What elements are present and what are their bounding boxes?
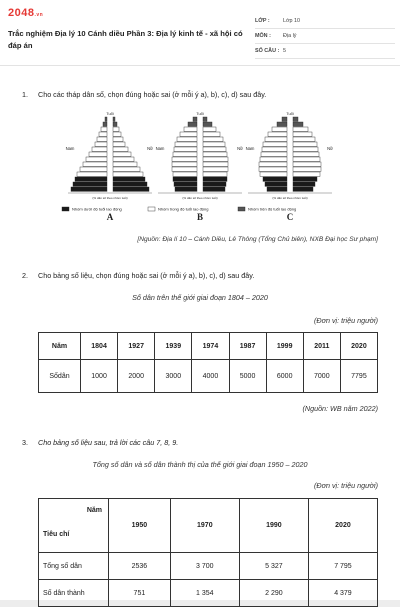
pyramid-bar-female — [203, 182, 226, 186]
urban-population-table — [38, 498, 378, 607]
age-axis-label: Tuổi — [196, 112, 204, 116]
pyramid-bar-male — [73, 182, 107, 186]
pyramid-bar-female — [203, 127, 216, 131]
pyramid-bar-female — [293, 172, 320, 176]
pyramid-bar-male — [173, 152, 197, 156]
pyramid-bar-male — [265, 137, 287, 141]
meta-key: MÔN : — [255, 33, 271, 39]
pyramid-bar-male — [173, 177, 197, 181]
site-logo[interactable] — [8, 7, 43, 19]
pyramid-bar-male — [272, 127, 287, 131]
pyramid-label: C — [286, 212, 294, 222]
pyramid-bar-male — [263, 142, 287, 146]
question-text: Cho bảng số liệu sau, trả lời các câu 7, 8, 9. — [38, 438, 179, 447]
table-corner-cell — [39, 499, 109, 553]
question-text: Cho bảng số liệu, chọn đúng hoặc sai (ở mỗi ý a), b), c), d) sau đây. — [38, 271, 255, 280]
male-label: Nam — [245, 146, 255, 151]
axis-note: (% dân số theo nhóm tuổi) — [92, 196, 128, 200]
table-header-cell: 1939 — [155, 333, 192, 360]
table-cell: 1 354 — [170, 580, 239, 607]
pyramid-bar-female — [113, 172, 143, 176]
table-header-cell: 1804 — [81, 333, 118, 360]
pyramid-bar-male — [172, 157, 197, 161]
pyramid-bar-female — [293, 122, 303, 126]
pyramid-bar-female — [203, 157, 228, 161]
pyramid-bar-female — [113, 142, 125, 146]
female-label: Nữ — [327, 146, 333, 151]
table-row — [39, 333, 378, 360]
meta-key: SỐ CÂU : — [255, 48, 280, 54]
axis-note: (% dân số theo nhóm tuổi) — [272, 196, 308, 200]
corner-top-label: Năm — [86, 507, 102, 514]
female-label: Nữ — [147, 146, 153, 151]
table-cell: 2 290 — [239, 580, 308, 607]
question-number: 3. — [22, 438, 28, 447]
pyramid-bar-female — [293, 117, 298, 121]
table-row-header: Số dân thành — [39, 580, 109, 607]
pyramid-bar-female — [293, 157, 320, 161]
pyramid-bar-male — [71, 187, 107, 191]
male-label: Nam — [65, 146, 75, 151]
meta-value: Lớp 10 — [283, 18, 301, 24]
table-cell: 4000 — [192, 360, 229, 393]
population-table — [38, 332, 378, 393]
pyramid-bar-male — [260, 157, 287, 161]
pyramid-bar-male — [260, 172, 287, 176]
legend-swatch — [62, 207, 69, 211]
table-cell: 5 327 — [239, 553, 308, 580]
table-source: (Nguồn: WB năm 2022) — [302, 404, 378, 413]
pyramid-bar-female — [113, 137, 123, 141]
legend-swatch — [238, 207, 245, 211]
female-label: Nữ — [237, 146, 243, 151]
pyramid-bar-female — [203, 187, 225, 191]
table-cell: 7 795 — [308, 553, 377, 580]
table-cell: 2000 — [118, 360, 155, 393]
pyramid-bar-male — [175, 142, 197, 146]
pyramid-bar-female — [113, 152, 131, 156]
pyramid-bar-female — [113, 187, 149, 191]
table-cell: 1000 — [81, 360, 118, 393]
pyramid-label: A — [106, 212, 114, 222]
pyramid-bar-female — [113, 157, 134, 161]
age-axis-label: Tuổi — [106, 112, 114, 116]
meta-row-subject — [255, 29, 395, 44]
meta-row-count — [255, 44, 395, 59]
table-cell: 6000 — [266, 360, 303, 393]
logo-suffix: .vn — [34, 12, 44, 18]
table-row — [39, 360, 378, 393]
table-cell: 3000 — [155, 360, 192, 393]
pyramid-bar-male — [263, 177, 287, 181]
pyramid-bar-male — [259, 162, 287, 166]
table-unit: (Đơn vị: triệu người) — [314, 316, 378, 325]
pyramid-bar-male — [77, 172, 107, 176]
table-header-cell: 2020 — [308, 499, 377, 553]
male-label: Nam — [155, 146, 165, 151]
pyramid-bar-male — [277, 122, 287, 126]
pyramid-bar-female — [293, 187, 313, 191]
table-header-cell: 2011 — [303, 333, 340, 360]
pyramid-bar-female — [113, 162, 137, 166]
pyramid-bar-male — [89, 152, 107, 156]
pyramid-bar-female — [203, 167, 228, 171]
pyramid-bar-male — [175, 187, 197, 191]
figure-source: [Nguồn: Địa lí 10 – Cánh Diều, Lê Thông (Tổng Chủ biên), NXB Đại học Sư phạm] — [137, 236, 378, 243]
pyramid-bar-female — [203, 177, 227, 181]
pyramid-bar-male — [174, 182, 197, 186]
pyramid-bar-female — [203, 122, 212, 126]
pyramid-bar-male — [172, 162, 197, 166]
table-cell: 2536 — [109, 553, 171, 580]
pyramid-bar-female — [113, 147, 128, 151]
age-axis-label: Tuổi — [286, 112, 294, 116]
table-cell: 7000 — [303, 360, 340, 393]
question-text: Cho các tháp dân số, chọn đúng hoặc sai (ở mỗi ý a), b), c), d) sau đây. — [38, 90, 267, 99]
pyramid-bar-male — [261, 152, 287, 156]
pyramid-bar-female — [113, 127, 119, 131]
pyramid-bar-female — [203, 162, 228, 166]
table-header-cell: 1950 — [109, 499, 171, 553]
pyramid-bar-male — [177, 137, 197, 141]
pyramid-bar-male — [99, 132, 107, 136]
pyramid-bar-female — [293, 127, 308, 131]
pyramid-bar-male — [101, 127, 107, 131]
pyramid-bar-male — [97, 137, 107, 141]
pyramid-bar-male — [105, 117, 107, 121]
document-title: Trắc nghiệm Địa lý 10 Cánh diều Phần 3: Địa lý kinh tế - xã hội có đáp án — [8, 29, 243, 50]
pyramid-bar-male — [180, 132, 197, 136]
table-row — [39, 580, 378, 607]
document-meta — [255, 14, 395, 59]
legend-swatch — [148, 207, 155, 211]
pyramid-bar-female — [293, 162, 321, 166]
pyramid-bar-female — [113, 132, 121, 136]
legend-label: Nhóm dưới độ tuổi lao động — [72, 206, 122, 212]
pyramid-bar-male — [80, 167, 107, 171]
pyramid-bar-female — [293, 137, 315, 141]
table-title: Tổng số dân và số dân thành thị của thế giới giai đoạn 1950 – 2020 — [92, 460, 308, 469]
pyramid-bar-female — [203, 152, 227, 156]
question-number: 2. — [22, 271, 28, 280]
table-header-cell: 1970 — [170, 499, 239, 553]
table-header-cell: 1990 — [239, 499, 308, 553]
pyramid-bar-male — [95, 142, 107, 146]
meta-key: LỚP : — [255, 18, 270, 24]
pyramid-bar-male — [262, 147, 287, 151]
pyramid-bar-male — [172, 167, 197, 171]
pyramid-bar-female — [113, 122, 117, 126]
table-header-cell: 1999 — [266, 333, 303, 360]
pyramid-bar-female — [203, 132, 220, 136]
table-header-cell: 1974 — [192, 333, 229, 360]
pyramid-bar-male — [103, 122, 107, 126]
pyramid-bar-male — [268, 132, 287, 136]
pyramid-bar-female — [293, 167, 321, 171]
pyramid-bar-female — [293, 177, 317, 181]
pyramid-bar-female — [293, 132, 312, 136]
table-cell: 7795 — [340, 360, 377, 393]
pyramid-bar-male — [259, 167, 287, 171]
table-row — [39, 499, 378, 553]
legend-label: Nhóm trong độ tuổi lao động — [158, 206, 209, 212]
pyramid-bar-female — [203, 172, 227, 176]
table-cell: 3 700 — [170, 553, 239, 580]
table-row-header: Tổng số dân — [39, 553, 109, 580]
pyramid-bar-male — [92, 147, 107, 151]
pyramid-bar-male — [188, 122, 197, 126]
pyramid-bar-male — [174, 147, 197, 151]
pyramid-bar-female — [113, 167, 140, 171]
pyramid-bar-female — [203, 142, 225, 146]
pyramid-bar-male — [282, 117, 287, 121]
pyramid-bar-male — [75, 177, 107, 181]
table-row-header: Năm — [39, 333, 81, 360]
pyramid-bar-female — [113, 117, 115, 121]
pyramid-bar-female — [203, 137, 223, 141]
table-title: Số dân trên thế giới giai đoạn 1804 – 2020 — [132, 293, 268, 302]
pyramid-bar-female — [203, 147, 226, 151]
pyramid-bar-male — [265, 182, 287, 186]
pyramid-bar-female — [113, 182, 147, 186]
table-row — [39, 553, 378, 580]
table-row-header: Sốdân — [39, 360, 81, 393]
table-unit: (Đơn vị: triệu người) — [314, 481, 378, 490]
table-cell: 4 379 — [308, 580, 377, 607]
meta-value: Địa lý — [283, 33, 297, 39]
axis-note: (% dân số theo nhóm tuổi) — [182, 196, 218, 200]
corner-bottom-label: Tiêu chí — [43, 531, 70, 538]
meta-value: 5 — [283, 48, 286, 54]
pyramid-label: B — [196, 212, 204, 222]
pyramid-bar-male — [83, 162, 107, 166]
question-number: 1. — [22, 90, 28, 99]
table-header-cell: 2020 — [340, 333, 377, 360]
pyramid-bar-male — [184, 127, 197, 131]
population-pyramids-figure — [50, 106, 350, 231]
pyramid-bar-male — [193, 117, 197, 121]
pyramid-bar-male — [173, 172, 197, 176]
pyramid-bar-male — [267, 187, 287, 191]
table-cell: 751 — [109, 580, 171, 607]
table-header-cell: 1987 — [229, 333, 266, 360]
pyramid-bar-female — [293, 142, 317, 146]
pyramid-bar-male — [86, 157, 107, 161]
legend-label: Nhóm trên độ tuổi lao động — [248, 206, 297, 212]
table-header-cell: 1927 — [118, 333, 155, 360]
pyramid-bar-female — [113, 177, 145, 181]
pyramid-bar-female — [293, 147, 318, 151]
logo-text: 2048 — [8, 7, 35, 19]
table-cell: 5000 — [229, 360, 266, 393]
pyramid-bar-female — [293, 152, 319, 156]
pyramid-bar-female — [293, 182, 315, 186]
meta-row-class — [255, 14, 395, 29]
pyramid-bar-female — [203, 117, 207, 121]
document-header — [0, 0, 400, 66]
